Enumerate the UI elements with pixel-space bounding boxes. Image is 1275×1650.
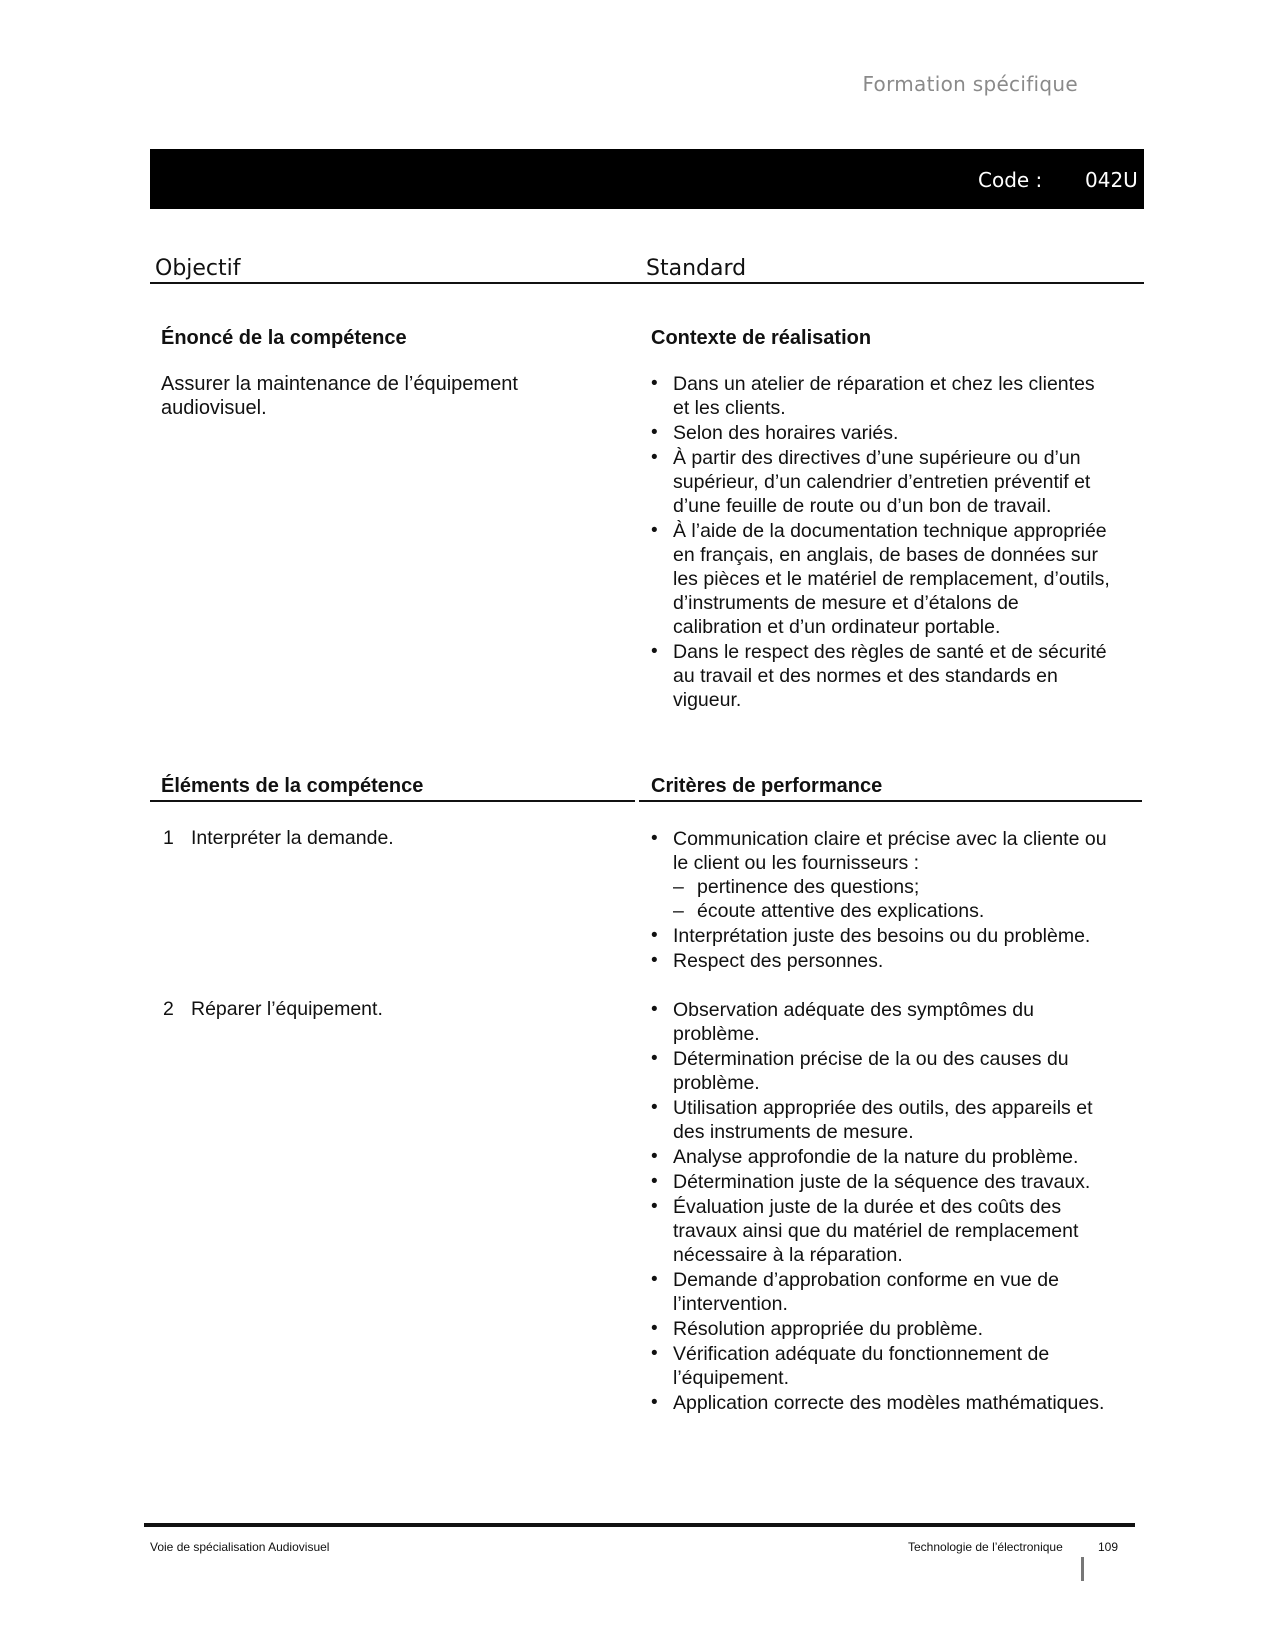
critere-item: • Utilisation appropriée des outils, des appareils et des instruments de mesure.: [651, 1096, 1111, 1144]
critere-item: • Respect des personnes.: [651, 949, 1111, 973]
element-number: 2: [163, 998, 174, 1020]
footer-rule: [144, 1523, 1135, 1527]
criteres-title: Critères de performance: [651, 775, 883, 797]
contexte-item: • Selon des horaires variés.: [651, 421, 1111, 445]
critere-item: • Demande d’approbation conforme en vue de l’intervention.: [651, 1268, 1111, 1316]
footer-left-text: Voie de spécialisation Audiovisuel: [150, 1540, 330, 1554]
critere-sublist: [673, 875, 1111, 923]
contexte-item: • Dans un atelier de réparation et chez les clientes et les clients.: [651, 372, 1111, 420]
elements-rule: [150, 800, 635, 802]
contexte-item: • Dans le respect des règles de santé et de sécurité au travail et des normes et des standards en vigueur.: [651, 640, 1111, 712]
criteres-rule: [639, 800, 1142, 802]
criteres-list-1: [651, 827, 1111, 974]
column-header-objectif: Objectif: [155, 256, 241, 281]
enonce-title: Énoncé de la compétence: [161, 327, 407, 349]
contexte-item: • À partir des directives d’une supérieure ou d’un supérieur, d’un calendrier d’entretien préventif et d’une feuille de route ou d’un bon de travail.: [651, 446, 1111, 518]
contexte-list: [651, 372, 1111, 713]
contexte-title: Contexte de réalisation: [651, 327, 872, 349]
enonce-text: Assurer la maintenance de l’équipement audiovisuel.: [161, 373, 518, 419]
critere-subitem: – écoute attentive des explications.: [673, 899, 1111, 923]
critere-item: • Résolution appropriée du problème.: [651, 1317, 1111, 1341]
revision-bar: [1081, 1557, 1084, 1581]
element-number: 1: [163, 827, 174, 849]
critere-subitem: – pertinence des questions;: [673, 875, 1111, 899]
critere-item: • Application correcte des modèles mathématiques.: [651, 1391, 1111, 1415]
footer-right-text: Technologie de l’électronique: [908, 1540, 1063, 1554]
code-label: Code :: [978, 168, 1043, 192]
critere-item: • Vérification adéquate du fonctionnement de l’équipement.: [651, 1342, 1111, 1390]
page-number: 109: [1098, 1540, 1119, 1554]
critere-item: • Détermination précise de la ou des causes du problème.: [651, 1047, 1111, 1095]
column-header-standard: Standard: [646, 256, 747, 281]
column-header-rule: [150, 282, 1144, 284]
critere-item: [651, 827, 1111, 923]
critere-item: • Interprétation juste des besoins ou du problème.: [651, 924, 1111, 948]
critere-item: • Évaluation juste de la durée et des coûts des travaux ainsi que du matériel de remplacement nécessaire à la réparation.: [651, 1195, 1111, 1267]
contexte-item: • À l’aide de la documentation technique appropriée en français, en anglais, de bases de données sur les pièces et le matériel de remplacement, d’outils, d’instruments de mesure et d’étalons de calibration et d’un ordinateur portable.: [651, 519, 1111, 639]
code-value: 042U: [1085, 168, 1138, 192]
critere-text: Communication claire et précise avec la cliente ou le client ou les fournisseurs :: [673, 828, 1107, 874]
elements-title: Éléments de la compétence: [161, 775, 424, 797]
element-label: Réparer l’équipement.: [191, 998, 383, 1020]
critere-item: • Observation adéquate des symptômes du problème.: [651, 998, 1111, 1046]
element-2: [163, 997, 383, 1021]
element-1: [163, 826, 394, 850]
critere-item: • Détermination juste de la séquence des travaux.: [651, 1170, 1111, 1194]
criteres-list-2: [651, 998, 1111, 1416]
element-label: Interpréter la demande.: [191, 827, 394, 849]
page-header-title: Formation spécifique: [862, 72, 1078, 96]
critere-item: • Analyse approfondie de la nature du problème.: [651, 1145, 1111, 1169]
